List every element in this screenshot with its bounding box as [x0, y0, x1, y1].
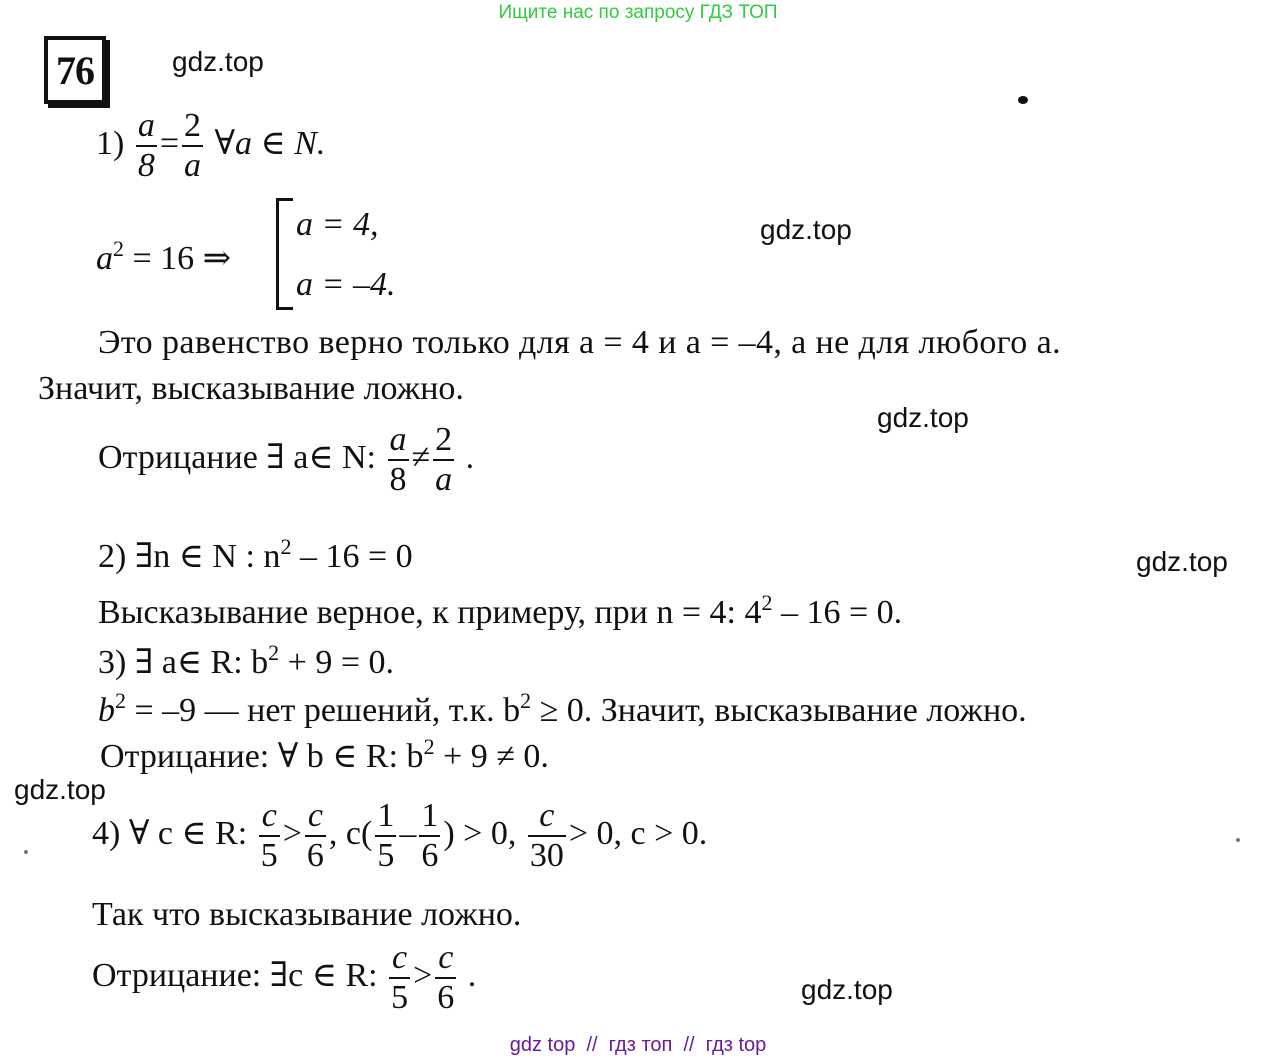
- numerator: a: [137, 107, 155, 144]
- fraction: [375, 798, 396, 874]
- denominator: 6: [421, 836, 439, 874]
- greater-sign: >: [413, 956, 433, 994]
- numerator: 1: [421, 797, 439, 834]
- fraction: [528, 798, 566, 874]
- fraction: [136, 108, 157, 184]
- numerator: c: [539, 797, 555, 834]
- statement-text: 2) ∃n ∈ N : n: [98, 538, 281, 575]
- fraction: [305, 798, 326, 874]
- watermark: gdz.top: [172, 46, 264, 77]
- numerator: c: [438, 939, 454, 976]
- numerator: 2: [435, 421, 453, 458]
- numerator: c: [307, 797, 323, 834]
- watermark: gdz.top: [801, 974, 893, 1005]
- equation-rest: = 16 ⇒: [124, 240, 232, 277]
- numerator: 2: [184, 107, 202, 144]
- denominator: 6: [437, 978, 455, 1016]
- exponent: 2: [761, 590, 773, 615]
- denominator: 8: [389, 460, 407, 498]
- period: .: [467, 956, 477, 994]
- exponent: 2: [115, 688, 126, 713]
- greater-sign: >: [282, 814, 302, 852]
- statement-text: 3) ∃ a∈ R: b: [98, 644, 269, 681]
- numerator: a: [389, 421, 407, 458]
- not-equal-sign: ≠: [411, 438, 431, 476]
- statement-text: – 16 = 0: [291, 538, 413, 575]
- exponent: 2: [280, 534, 292, 559]
- scan-speck: [24, 850, 28, 854]
- negation-text: Отрицание: ∃c ∈ R:: [92, 956, 378, 994]
- statement-text: ) > 0,: [443, 814, 517, 852]
- p2-verdict: [98, 592, 902, 630]
- p1-statement: [96, 108, 325, 184]
- fraction: [259, 798, 280, 874]
- reasoning-text: ≥ 0. Значит, высказывание ложно.: [531, 692, 1027, 729]
- numerator: c: [392, 939, 408, 976]
- p3-reasoning: [98, 690, 1027, 728]
- problem-number: 76: [44, 36, 106, 104]
- p3-negation: [100, 736, 549, 774]
- minus-sign: –: [399, 814, 417, 852]
- denominator: 5: [391, 978, 409, 1016]
- watermark: gdz.top: [877, 402, 969, 433]
- p1-explanation-2: Значит, высказывание ложно.: [38, 370, 464, 407]
- footer-watermark: gdz top // гдз топ // гдз top: [509, 1034, 767, 1056]
- statement-text: > 0, c > 0.: [568, 814, 708, 852]
- verdict-text: Высказывание верное, к примеру, при n = 4: 4: [98, 594, 762, 631]
- negation-text: + 9 ≠ 0.: [434, 738, 549, 775]
- watermark: gdz.top: [14, 774, 106, 805]
- watermark: gdz.top: [1136, 546, 1228, 577]
- quantifier: ∀a ∈ N.: [214, 124, 326, 162]
- denominator: a: [184, 146, 202, 184]
- p4-statement: [92, 798, 707, 874]
- reasoning-text: = –9 — нет решений, т.к. b: [126, 692, 521, 729]
- denominator: a: [435, 460, 453, 498]
- variable: b: [98, 692, 115, 729]
- p4-negation: [92, 940, 476, 1016]
- fraction: [182, 108, 203, 184]
- fraction: [435, 940, 456, 1016]
- exponent: 2: [520, 688, 532, 713]
- case-1: a = 4,: [296, 206, 379, 243]
- verdict-text: – 16 = 0.: [772, 594, 903, 631]
- exponent: 2: [423, 734, 435, 759]
- p2-statement: [98, 536, 413, 574]
- statement-text: , c(: [328, 814, 373, 852]
- cases-bracket: [276, 198, 293, 310]
- fraction: [388, 422, 409, 498]
- scan-speck: [1236, 838, 1240, 842]
- case-2: a = –4.: [296, 266, 396, 303]
- p1-explanation-1: Это равенство верно только для a = 4 и a = –4, а не для любого a.: [98, 324, 1061, 361]
- scan-speck: [1018, 96, 1028, 104]
- denominator: 5: [260, 836, 278, 874]
- p1-square-equation: [96, 238, 231, 276]
- negation-text: Отрицание: ∀ b ∈ R: b: [100, 738, 424, 775]
- exponent: 2: [268, 640, 280, 665]
- denominator: 6: [306, 836, 324, 874]
- exponent: 2: [113, 236, 124, 261]
- p1-negation: [98, 422, 474, 498]
- period: .: [465, 438, 475, 476]
- denominator: 8: [137, 146, 155, 184]
- numerator: c: [261, 797, 277, 834]
- numerator: 1: [377, 797, 395, 834]
- fraction: [419, 798, 440, 874]
- search-banner: Ищите нас по запросу ГДЗ ТОП: [498, 2, 778, 23]
- p3-statement: [98, 642, 394, 680]
- denominator: 30: [529, 836, 564, 874]
- statement-text: 4) ∀ c ∈ R:: [92, 814, 248, 852]
- denominator: 5: [377, 836, 395, 874]
- equals-sign: =: [159, 124, 180, 162]
- p4-conclusion: Так что высказывание ложно.: [92, 896, 522, 933]
- negation-prefix: Отрицание ∃ a∈ N:: [98, 438, 376, 476]
- fraction: [433, 422, 454, 498]
- p1-label: 1): [96, 124, 125, 162]
- fraction: [389, 940, 410, 1016]
- variable: a: [96, 240, 113, 277]
- statement-text: + 9 = 0.: [279, 644, 395, 681]
- watermark: gdz.top: [760, 214, 852, 245]
